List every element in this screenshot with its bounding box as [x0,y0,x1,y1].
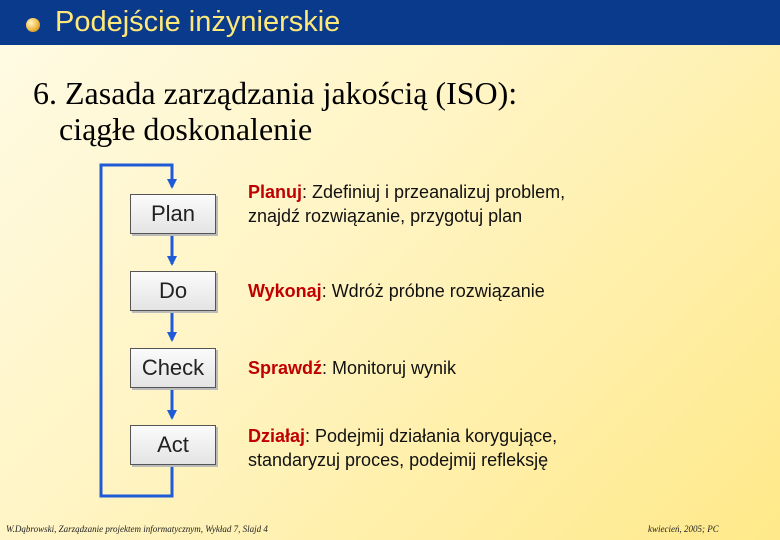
act-keyword: Działaj [248,426,306,446]
act-description [248,424,557,472]
footer-source: W.Dąbrowski, Zarządzanie projektem informatycznym, Wykład 7, Slajd 4 [6,524,268,534]
plan-text-line-1: : Zdefiniuj i przeanalizuj problem, [302,182,566,202]
plan-text-line-2: znajdź rozwiązanie, przygotuj plan [248,206,523,226]
act-text-line-1: : Podejmij działania korygujące, [305,426,558,446]
do-description [248,279,545,303]
do-keyword: Wykonaj [248,281,322,301]
plan-keyword: Planuj [248,182,303,202]
heading-line-1: 6. Zasada zarządzania jakością (ISO): [33,75,518,111]
plan-description [248,180,565,228]
act-box: Act [130,425,216,465]
footer-date: kwiecień, 2005; PC [648,524,719,534]
check-box: Check [130,348,216,388]
act-text-line-2: standaryzuj proces, podejmij refleksję [248,450,549,470]
check-keyword: Sprawdź [248,358,323,378]
do-text: : Wdróż próbne rozwiązanie [321,281,545,301]
heading-line-2: ciągłe doskonalenie [59,111,313,147]
check-text: : Monitoruj wynik [322,358,457,378]
do-box: Do [130,271,216,311]
plan-box: Plan [130,194,216,234]
slide-title: Podejście inżynierskie [55,6,341,38]
check-description [248,356,456,380]
